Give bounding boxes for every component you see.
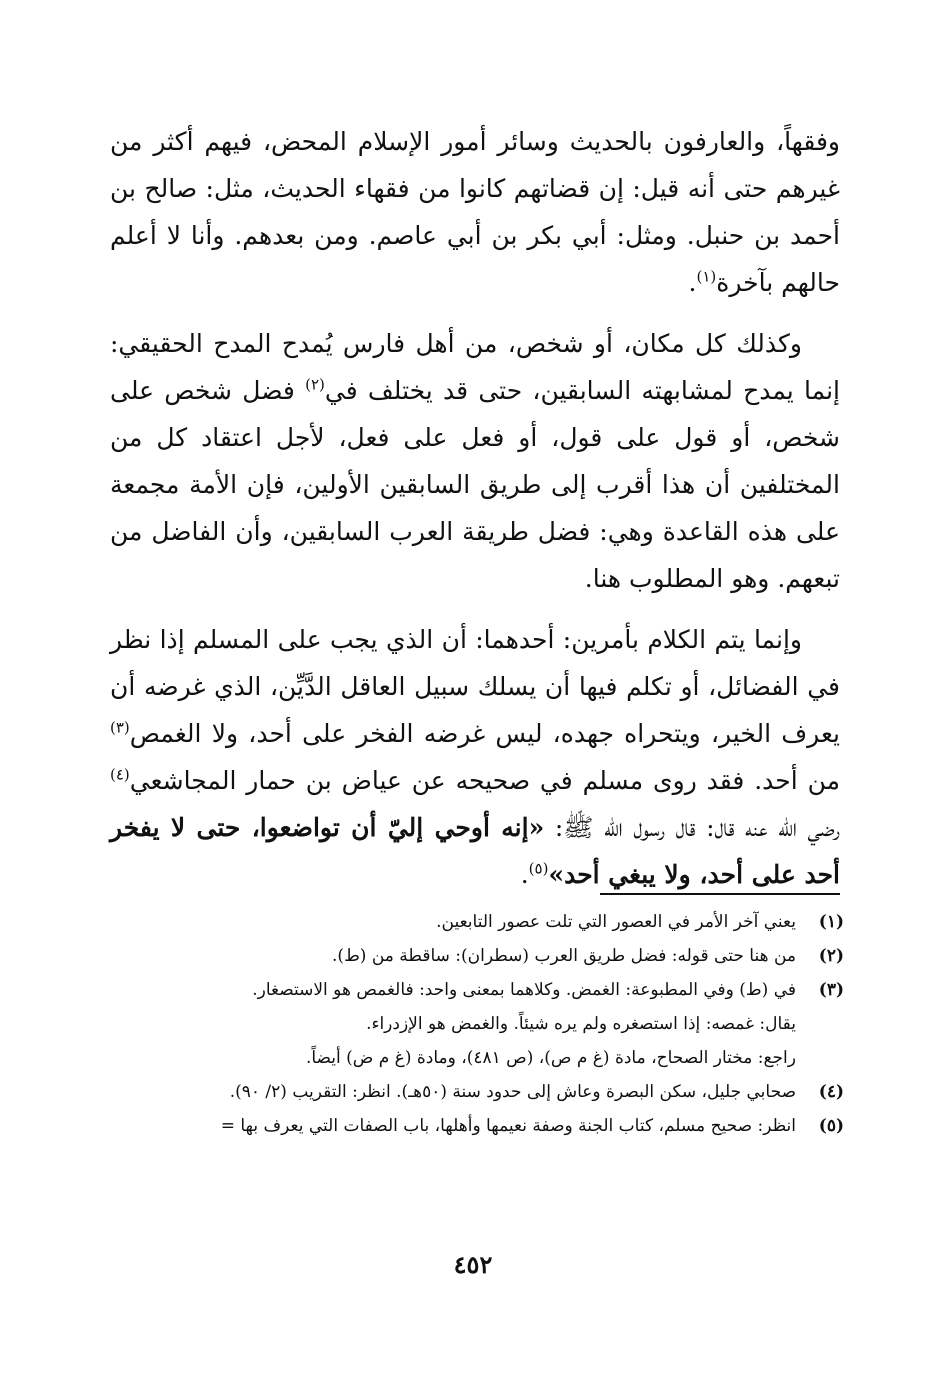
footnote-5 — [112, 1109, 844, 1143]
footnote-line: صحابي جليل، سكن البصرة وعاش إلى حدود سنة (٥٠هـ). انظر: التقريب (٢/ ٩٠). — [229, 1082, 796, 1102]
paragraph-text: رضي الله عنه قال: قال رسول الله ﷺ: — [544, 813, 841, 842]
hadith-quote: «إنه أوحي إليّ أن تواضعوا، حتى لا يفخر أحد على أحد، ولا يبغي أحد» — [110, 813, 840, 889]
paragraph-text: وفقهاً، والعارفون بالحديث وسائر أمور الإسلام المحض، فيهم أكثر من غيرهم حتى أنه قيل: إن قضاتهم كانوا من فقهاء الحديث، مثل: صالح بن أحمد بن حنبل. ومثل: أبي بكر بن أبي عاصم. ومن بعدهم. وأنا لا أعلم حالهم بآخرة — [110, 127, 840, 297]
paragraph-text-end: . — [688, 268, 697, 297]
footnotes — [112, 905, 844, 1143]
paragraph-3 — [110, 616, 840, 898]
footnote-divider — [600, 893, 840, 895]
footnote-2 — [112, 939, 844, 973]
footnote-ref-1[interactable]: (١) — [696, 267, 717, 286]
footnote-number: (٥) — [818, 1116, 844, 1136]
footnote-line: انظر: صحيح مسلم، كتاب الجنة وصفة نعيمها وأهلها، باب الصفات التي يعرف بها = — [220, 1116, 796, 1136]
footnote-text — [112, 939, 796, 973]
footnote-line: يعني آخر الأمر في العصور التي تلت عصور التابعين. — [436, 912, 796, 932]
footnote-text — [112, 1109, 796, 1143]
footnote-number: (١) — [818, 912, 844, 932]
footnote-1 — [112, 905, 844, 939]
main-text — [110, 118, 840, 912]
footnote-number: (٤) — [818, 1082, 844, 1102]
paragraph-2 — [110, 320, 840, 602]
footnote-ref-5[interactable]: (٥) — [528, 859, 549, 878]
footnote-4 — [112, 1075, 844, 1109]
paragraph-text: وإنما يتم الكلام بأمرين: أحدهما: أن الذي يجب على المسلم إذا نظر في الفضائل، أو تكلم فيها أن يسلك سبيل العاقل الدَّيِّن، الذي غرضه أن يعرف الخير، ويتحراه جهده، ليس غرضه الفخر على أحد، ولا الغمص — [110, 625, 840, 748]
footnote-3 — [112, 973, 844, 1075]
footnote-ref-3[interactable]: (٣) — [110, 718, 130, 737]
paragraph-text: فضل شخص على شخص، أو قول على قول، أو فعل على فعل، لأجل اعتقاد كل من المختلفين أن هذا أقرب إلى طريق السابقين الأولين، فإن الأمة مجمعة على هذه القاعدة وهي: فضل طريقة العرب السابقين، وأن الفاضل من تبعهم. وهو المطلوب هنا. — [110, 376, 840, 593]
paragraph-text: وكذلك كل مكان، أو شخص، من أهل فارس يُمدح المدح الحقيقي: إنما يمدح لمشابهته السابقين، حتى قد يختلف في — [110, 329, 840, 405]
footnote-line: في (ط) وفي المطبوعة: الغمض. وكلاهما بمعنى واحد: فالغمص هو الاستصغار. — [252, 980, 796, 1000]
paragraph-text-end: . — [520, 860, 529, 889]
footnote-ref-4[interactable]: (٤) — [110, 765, 130, 784]
footnote-text — [112, 973, 796, 1075]
footnote-line: يقال: غمصه: إذا استصغره ولم يره شيئاً. والغمض هو الإزدراء. — [366, 1014, 796, 1034]
footnote-ref-2[interactable]: (٢) — [305, 375, 325, 394]
footnote-number: (٢) — [818, 946, 844, 966]
footnote-line: من هنا حتى قوله: فضل طريق العرب (سطران): ساقطة من (ط). — [332, 946, 796, 966]
page-number: ٤٥٢ — [453, 1250, 493, 1279]
paragraph-text: من أحد. فقد روى مسلم في صحيحه عن عياض بن حمار المجاشعي — [129, 766, 840, 795]
footnote-text — [112, 905, 796, 939]
footnote-line: راجع: مختار الصحاح، مادة (غ م ص)، (ص ٤٨١)، ومادة (غ م ض) أيضاً. — [305, 1048, 796, 1068]
footnote-number: (٣) — [818, 980, 844, 1000]
footnote-text — [112, 1075, 796, 1109]
paragraph-1 — [110, 118, 840, 306]
